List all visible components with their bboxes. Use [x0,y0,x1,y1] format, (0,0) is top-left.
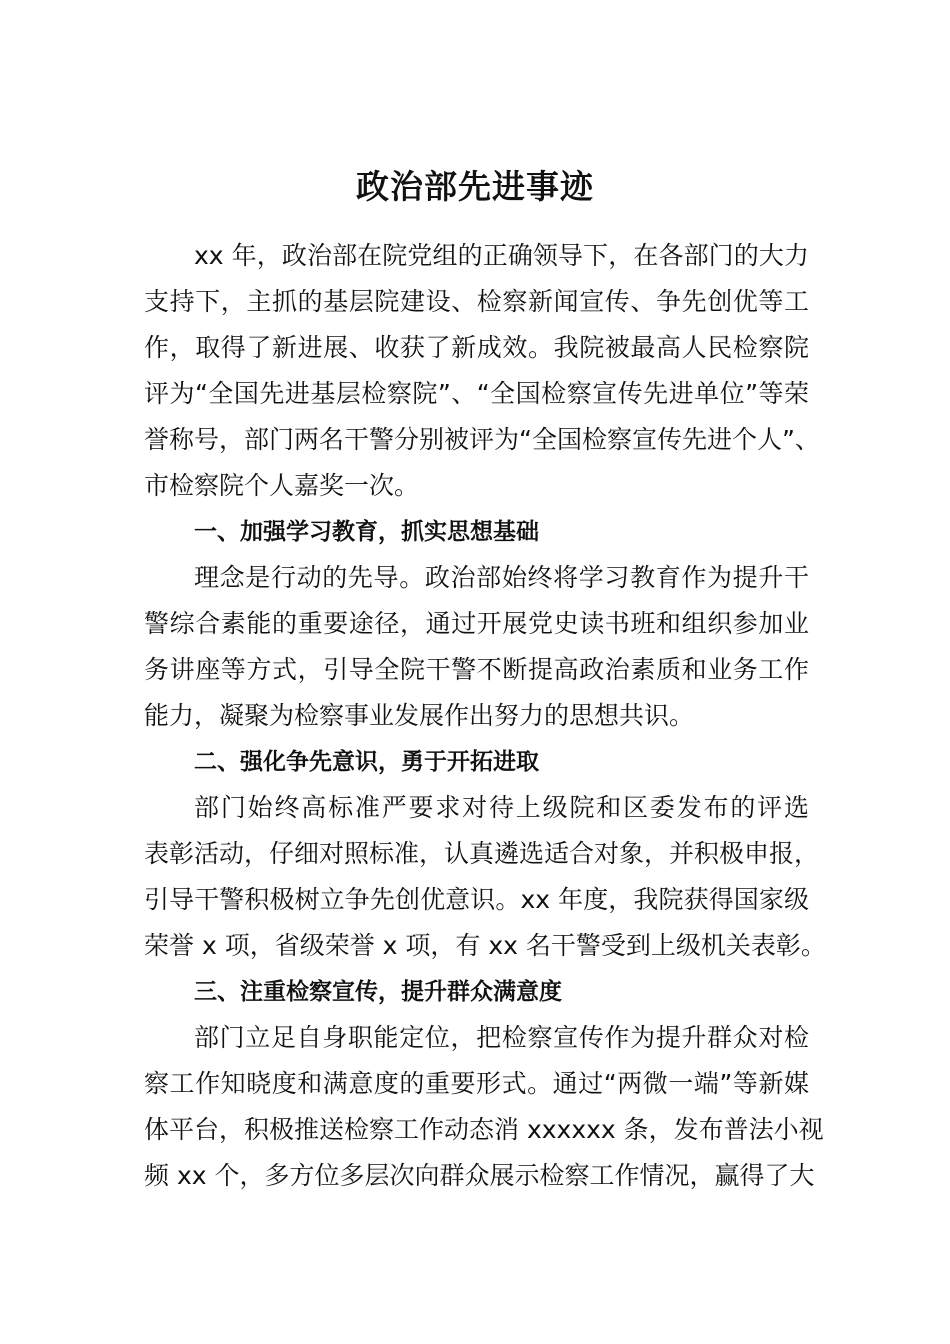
paragraph-line: 察工作知晓度和满意度的重要形式。通过“两微一端”等新媒 [144,1069,809,1098]
section-heading: 三、注重检察宣传，提升群众满意度 [194,979,562,1005]
paragraph-line: 警综合素能的重要途径，通过开展党史读书班和组织参加业 [144,609,809,638]
paragraph-line: 体平台，积极推送检察工作动态消 xxxxxx 条，发布普法小视 [144,1115,824,1144]
paragraph-line: 理念是行动的先导。政治部始终将学习教育作为提升干 [194,563,809,592]
paragraph-line: 务讲座等方式，引导全院干警不断提高政治素质和业务工作 [144,655,809,684]
paragraph-line: 支持下，主抓的基层院建设、检察新闻宣传、争先创优等工 [144,287,809,316]
paragraph-line: 部门立足自身职能定位，把检察宣传作为提升群众对检 [194,1023,809,1052]
document-title: 政治部先进事迹 [356,167,594,206]
section-heading: 一、加强学习教育，抓实思想基础 [194,519,539,545]
section-heading: 二、强化争先意识，勇于开拓进取 [194,749,539,775]
paragraph-line: 作，取得了新进展、收获了新成效。我院被最高人民检察院 [144,333,809,362]
paragraph-line: xx 年，政治部在院党组的正确领导下，在各部门的大力 [194,241,809,270]
paragraph-line: 能力，凝聚为检察事业发展作出努力的思想共识。 [144,701,695,730]
paragraph-line: 表彰活动，仔细对照标准，认真遴选适合对象，并积极申报， [144,839,820,868]
paragraph-line: 频 xx 个，多方位多层次向群众展示检察工作情况，赢得了大 [144,1161,815,1190]
paragraph-line: 部门始终高标准严要求对待上级院和区委发布的评选 [194,793,809,822]
paragraph-line: 荣誉 x 项，省级荣誉 x 项，有 xx 名干警受到上级机关表彰。 [144,931,826,960]
paragraph-line: 评为“全国先进基层检察院”、“全国检察宣传先进单位”等荣 [144,379,809,408]
paragraph-line: 引导干警积极树立争先创优意识。xx 年度，我院获得国家级 [144,885,809,914]
paragraph-line: 誉称号，部门两名干警分别被评为“全国检察宣传先进个人”、 [144,425,820,454]
paragraph-line: 市检察院个人嘉奖一次。 [144,471,420,500]
